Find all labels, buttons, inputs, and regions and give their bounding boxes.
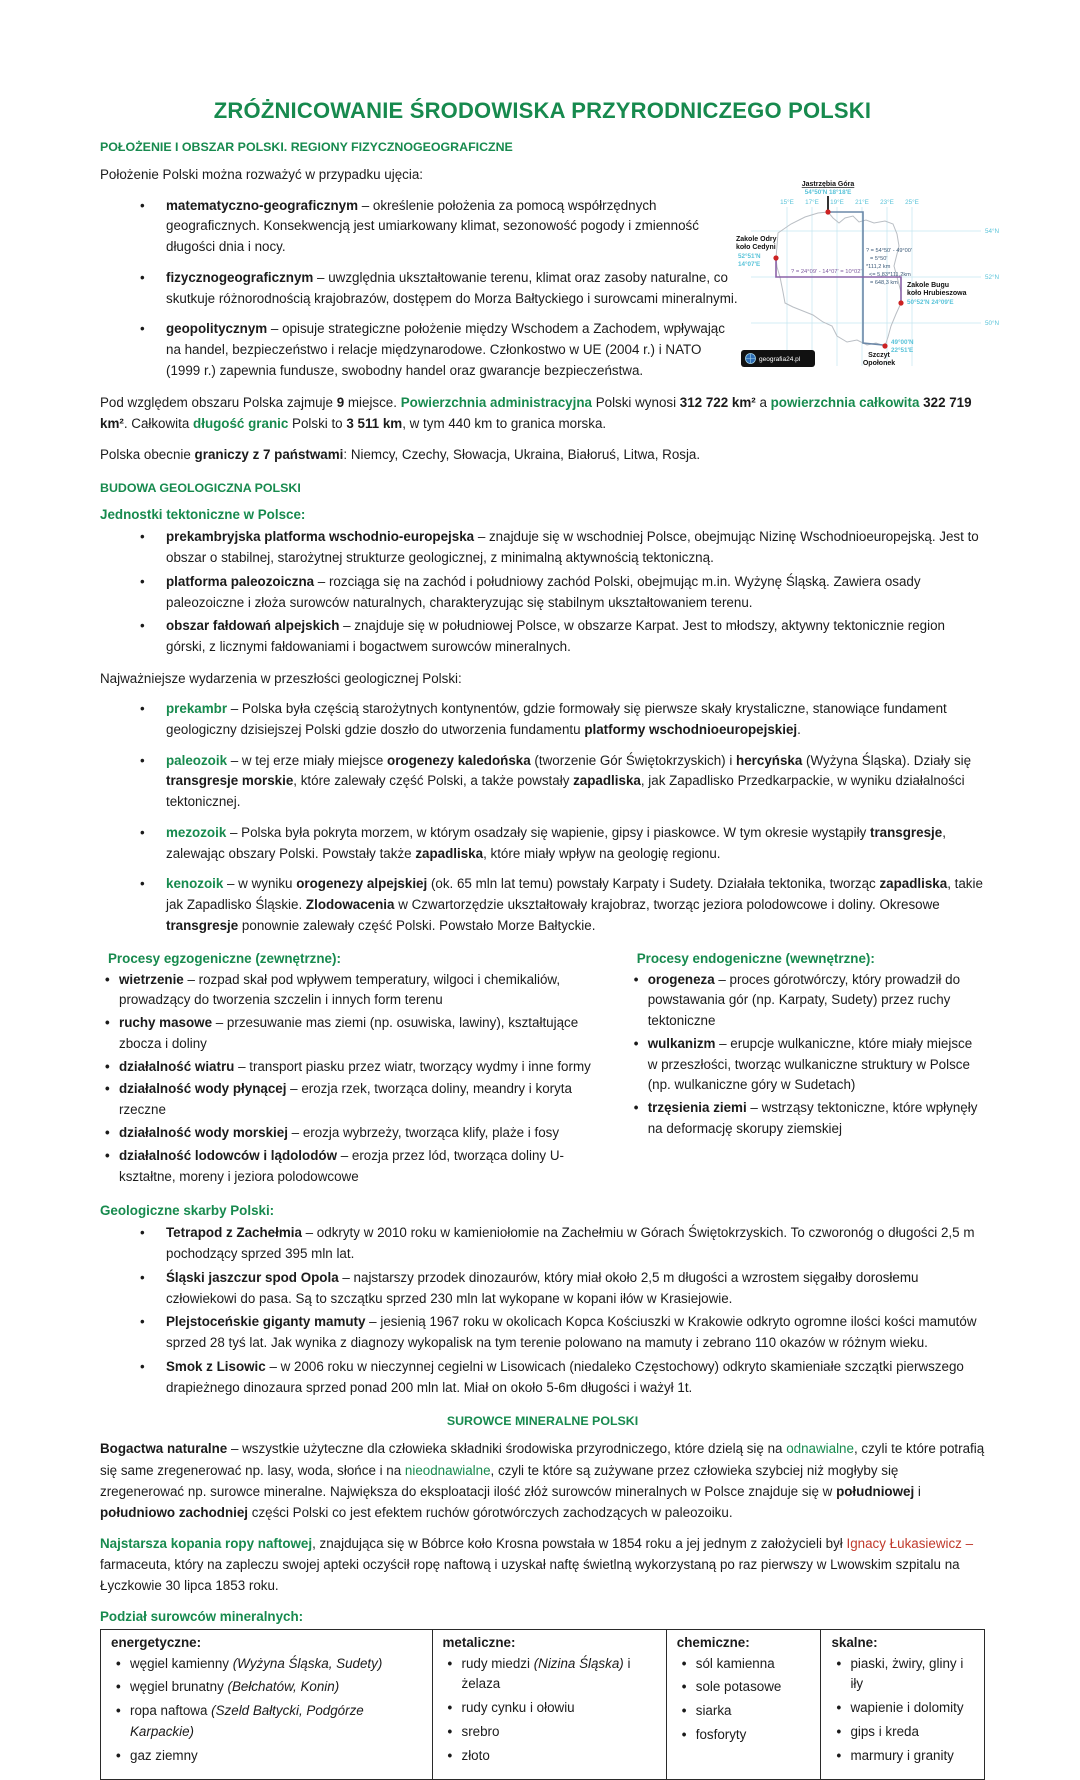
energetic-minerals-list [111, 1654, 424, 1767]
column-header: metaliczne: [442, 1634, 516, 1650]
subheading-exogenic: Procesy egzogeniczne (zewnętrzne): [108, 950, 341, 966]
list-item: • sole potasowe [677, 1677, 813, 1698]
list-item: • paleozoik – w tej erze miały miejsce orogenezy kaledońska (tworzenie Gór Świętokrzyskich) i hercyńska (Wyżyna Śląska). Działy się transgresje morskie, które zalewały część Polski, a także powstały zapadliska, jak Zapadlisko Przedkarpackie, w wyniku działalności tektonicznej. [100, 751, 985, 813]
list-item: • mezozoik – Polska była pokryta morzem, w którym osadzały się wapienie, gipsy i piaskowce. W tym okresie wystąpiły transgresje, zalewając obszary Polski. Powstały także zapadliska, które miały wpływ na geologię regionu. [100, 823, 985, 865]
processes-columns [100, 951, 985, 1192]
subheading-endogenic: Procesy endogeniczne (wewnętrzne): [636, 950, 875, 966]
lon-label: 17°E [805, 199, 819, 207]
meridian-span-line [828, 212, 883, 345]
list-item: • marmury i granity [831, 1746, 976, 1767]
list-item: • złoto [443, 1746, 658, 1767]
column-header: chemiczne: [676, 1634, 750, 1650]
list-item: • gips i kreda [831, 1722, 976, 1743]
list-item: • piaski, żwiry, gliny i iły [831, 1654, 976, 1696]
table-row [101, 1629, 985, 1780]
west-point-name: Zakole Odry [736, 236, 777, 244]
list-item: • sól kamienna [677, 1654, 813, 1675]
table-cell-chemical [666, 1629, 821, 1780]
column-header: energetyczne: [111, 1634, 202, 1650]
table-cell-energetic [101, 1629, 433, 1780]
watermark [741, 350, 815, 367]
list-item: • ruchy masowe – przesuwanie mas ziemi (np. osuwiska, lawiny), kształtujące zbocza i doliny [100, 1013, 613, 1055]
meridian-calculation [866, 248, 912, 286]
calc-line: *111,2 km [866, 264, 891, 271]
list-item: • Smok z Lisowic – w 2006 roku w nieczynnej cegielni w Lisowicach (niedaleko Częstochowy) odkryto skamieniałe szczątki pierwszego drapieżnego dinozaura sprzed ponad 200 mln lat. Miał on około 5-6m długości i ważył 1t. [100, 1357, 985, 1399]
poland-extremes-map [733, 174, 1045, 380]
west-point-lat: 52°51'N [738, 253, 761, 261]
lon-label: 25°E [905, 199, 919, 207]
north-point-coords: 54°50'N 18°18'E [804, 189, 852, 197]
calc-line: <= 5,83*111,2km [869, 272, 911, 279]
list-item: • wapienie i dolomity [831, 1698, 976, 1719]
list-item: • działalność wiatru – transport piasku przez wiatr, tworzący wydmy i inne formy [100, 1057, 613, 1078]
subheading-tectonic-units: Jednostki tektoniczne w Polsce: [100, 507, 306, 523]
geological-treasures-list [100, 1223, 985, 1398]
lat-label: 54°N [985, 228, 1000, 236]
list-item: • geopolitycznym – opisuje strategiczne położenie między Wschodem a Zachodem, wpływając na handel, bezpieczeństwo i relacje międzynarodowe. Członkostwo w UE (2004 r.) i NATO (1999 r.) zapewnia fundusze, swobodny handel oraz gwarancje bezpieczeństwa. [100, 319, 738, 381]
west-point-dot [773, 256, 778, 261]
location-intro-block [100, 164, 738, 381]
endogenic-processes-column [629, 951, 985, 1192]
lon-label: 15°E [780, 199, 794, 207]
list-item: • działalność wody morskiej – erozja wybrzeży, tworząca klify, plaże i fosy [100, 1123, 613, 1144]
calc-line: ? = 54°50' - 49°00' [866, 248, 912, 255]
list-item: • siarka [677, 1701, 813, 1722]
minerals-table [100, 1629, 985, 1780]
list-item: • prekambryjska platforma wschodnio-europejska – znajduje się w wschodniej Polsce, obejmując Nizinę Wschodnioeuropejską. Jest to obszar o stabilnej, starożytnej strukturze geologicznej, z minimalną aktywnością tektoniczną. [100, 527, 985, 569]
section-heading-geology: BUDOWA GEOLOGICZNA POLSKI [100, 481, 301, 496]
south-point-name: Szczyt [868, 352, 890, 360]
lat-label: 52°N [985, 274, 1000, 282]
poland-map-figure [733, 174, 1045, 380]
map-longitude-labels [780, 198, 919, 206]
east-point-name: Zakole Bugu [907, 282, 950, 290]
geological-events-list [100, 699, 985, 937]
paragraph-intro: Położenie Polski można rozważyć w przypadku ujęcia: [100, 167, 424, 183]
subheading-treasures: Geologiczne skarby Polski: [100, 1203, 275, 1219]
list-item: • wietrzenie – rozpad skał pod wpływem temperatury, wilgoci i chemikaliów, prowadzący do tworzenia szczelin i innych form terenu [100, 970, 613, 1012]
list-item: • srebro [443, 1722, 658, 1743]
chemical-minerals-list [677, 1654, 813, 1746]
east-point-dot [898, 301, 903, 306]
south-point-lat: 49°00'N [891, 339, 914, 347]
lon-label: 21°E [855, 199, 869, 207]
list-item: • działalność wody płynącej – erozja rzek, tworząca doliny, meandry i koryta rzeczne [100, 1079, 613, 1121]
west-point-lon: 14°07'E [738, 261, 761, 269]
east-point-coords: 50°52'N 24°09'E [907, 299, 954, 307]
north-point-name: Jastrzębia Góra [801, 181, 855, 189]
list-item: • Tetrapod z Zachełmia – odkryty w 2010 roku w kamieniołomie na Zachełmiu w Górach Świętokrzyskich. To czworonóg o długości 2,5 m pochodzący sprzed 395 mln lat. [100, 1223, 985, 1265]
lon-label: 23°E [880, 199, 894, 207]
section-heading-minerals: SUROWCE MINERALNE POLSKI [446, 1414, 639, 1429]
paragraph-oil-mine: Najstarsza kopania ropy naftowej, znajdująca się w Bóbrce koło Krosna powstała w 1854 roku a jej jednym z założycieli był Ignacy Łukasiewicz – farmaceuta, który na zapleczu swojej apteki oczyścił ropę naftową i uzyskał naftę świetlną wykorzystaną po raz pierwszy w Lwowskim szpitalu na Łyczkowie 30 lipca 1853 roku. [100, 1536, 974, 1594]
list-item: • Plejstoceńskie giganty mamuty – jesienią 1967 roku w okolicach Kopca Kościuszki w Krakowie odkryto ogromne ilości kości mamutów sprzed 28 tyś lat. Jak wynika z diagnozy wykopalisk na tym terenie polowano na mamuty i zebrano 110 okazów w różnym wieku. [100, 1312, 985, 1354]
list-item: • rudy cynku i ołowiu [443, 1698, 658, 1719]
list-item: • węgiel kamienny (Wyżyna Śląska, Sudety) [111, 1654, 424, 1675]
list-item: • fosforyty [677, 1725, 813, 1746]
table-cell-rock [821, 1629, 985, 1780]
south-point-lon: 22°51'E [891, 347, 914, 355]
paragraph-borders: Polska obecnie graniczy z 7 państwami: Niemcy, Czechy, Słowacja, Ukraina, Białoruś, Litwa, Rosja. [100, 447, 701, 463]
list-item: • matematyczno-geograficznym – określenie położenia za pomocą współrzędnych geograficznych. Konsekwencją jest umiarkowany klimat, sezonowość pogody i zmienność długości dnia i nocy. [100, 196, 738, 258]
list-item: • prekambr – Polska była częścią starożytnych kontynentów, gdzie formowały się pierwsze skały krystaliczne, stanowiące fundament geologiczny dzisiejszej Polski gdzie doszło do utworzenia fundamentu platformy wschodnioeuropejskiej. [100, 699, 985, 741]
calc-line: = 648,3 km [870, 280, 898, 287]
column-header: skalne: [831, 1634, 878, 1650]
extreme-point-dots [773, 210, 903, 349]
section-heading-location: POŁOŻENIE I OBSZAR POLSKI. REGIONY FIZYCZNOGEOGRAFICZNE [100, 140, 513, 155]
watermark-text: geografia24.pl [759, 356, 801, 364]
exogenic-processes-list [100, 970, 613, 1188]
list-item: • platforma paleozoiczna – rozciąga się na zachód i południowy zachód Polski, obejmując m.in. Wyżynę Śląską. Zawiera osady paleozoiczne i złoża surowców naturalnych, charakteryzując się stabilnym ukształtowaniem terenu. [100, 572, 985, 614]
subheading-mineral-division: Podział surowców mineralnych: [100, 1608, 304, 1624]
rock-minerals-list [831, 1654, 976, 1767]
list-item: • gaz ziemny [111, 1746, 424, 1767]
parallel-calculation: ? = 24°09' - 14°07' = 10°02' [791, 269, 862, 276]
list-item: • Śląski jaszczur spod Opola – najstarszy przodek dinozaurów, który miał około 2,5 m długości a wzrostem sięgałby dorosłemu człowiekowi do pasa. Są to szczątku sprzed 230 mln lat wykopane w kopani iłów w Krasiejowie. [100, 1268, 985, 1310]
list-item: • orogeneza – proces górotwórczy, który prowadził do powstawania gór (np. Karpaty, Sudety) przez ruchy tektoniczne [629, 970, 985, 1032]
metallic-minerals-list [443, 1654, 658, 1767]
paragraph-events-intro: Najważniejsze wydarzenia w przeszłości geologicznej Polski: [100, 670, 462, 686]
lon-label: 19°E [830, 199, 844, 207]
lat-label: 50°N [985, 320, 1000, 328]
south-point-name: Opołonek [862, 360, 896, 368]
south-point-dot [882, 344, 887, 349]
list-item: • fizycznogeograficznym – uwzględnia ukształtowanie terenu, klimat oraz zasoby naturalne, co skutkuje różnorodnością krajobrazów, dostępem do Morza Bałtyckiego i surowcami mineralnymi. [100, 268, 738, 310]
list-item: • kenozoik – w wyniku orogenezy alpejskiej (ok. 65 mln lat temu) powstały Karpaty i Sudety. Działała tektonika, tworząc zapadliska, takie jak Zapadlisko Śląskie. Zlodowacenia w Czwartorzędzie ukształtowały krajobraz, tworząc jeziora polodowcowe i doliny. Okresowe transgresje ponownie zalewały część Polski. Powstało Morze Bałtyckie. [100, 874, 985, 936]
list-item: • rudy miedzi (Nizina Śląska) i żelaza [443, 1654, 658, 1696]
paragraph-natural-resources: Bogactwa naturalne – wszystkie użyteczne dla człowieka składniki środowiska przyrodniczego, które dzielą się na odnawialne, czyli te które potrafią się same zregenerować np. lasy, woda, słońce i na nieodnawialne, czyli te które są zużywane przez człowieka szybciej niż mogłyby się zregenerować np. surowce mineralne. Największa do eksploatacji ilość złóż surowców mineralnych w Polsce znajduje się w południowej i południowo zachodniej części Polski co jest efektem ruchów górotwórczych zachodzących w paleozoiku. [100, 1441, 985, 1520]
north-point-dot [825, 210, 830, 215]
west-point-name: koło Cedyni [736, 244, 776, 252]
table-cell-metallic [432, 1629, 666, 1780]
location-aspects-list [100, 196, 738, 382]
east-point-name: koło Hrubieszowa [907, 290, 967, 298]
list-item: • ropa naftowa (Szeld Bałtycki, Podgórze Karpackie) [111, 1701, 424, 1743]
poland-outline [776, 212, 901, 346]
list-item: • działalność lodowców i lądolodów – erozja przez lód, tworząca doliny U-kształtne, moreny i jeziora polodowcowe [100, 1146, 613, 1188]
list-item: • węgiel brunatny (Bełchatów, Konin) [111, 1677, 424, 1698]
calc-line: = 5°50' [870, 256, 888, 263]
paragraph-area: Pod względem obszaru Polska zajmuje 9 miejsce. Powierzchnia administracyjna Polski wynosi 312 722 km² a powierzchnia całkowita 322 719 km². Całkowita długość granic Polski to 3 511 km, w tym 440 km to granica morska. [100, 394, 972, 431]
section-location [100, 140, 1000, 381]
list-item: • wulkanizm – erupcje wulkaniczne, które miały miejsce w przeszłości, tworząc wulkaniczne struktury w Polsce (np. wulkaniczne góry w Sudetach) [629, 1034, 985, 1096]
list-item: • trzęsienia ziemi – wstrząsy tektoniczne, które wpłynęły na deformację skorupy ziemskiej [629, 1098, 985, 1140]
endogenic-processes-list [629, 970, 985, 1140]
exogenic-processes-column [100, 951, 613, 1192]
page-title: ZRÓŻNICOWANIE ŚRODOWISKA PRZYRODNICZEGO POLSKI [213, 98, 872, 123]
list-item: • obszar fałdowań alpejskich – znajduje się w południowej Polsce, w obszarze Karpat. Jest to młodszy, aktywny tektonicznie region górski, z licznymi fałdowaniami i bogactwem surowców mineralnych. [100, 616, 985, 658]
tectonic-units-list [100, 527, 985, 658]
map-latitude-labels [985, 227, 1000, 327]
